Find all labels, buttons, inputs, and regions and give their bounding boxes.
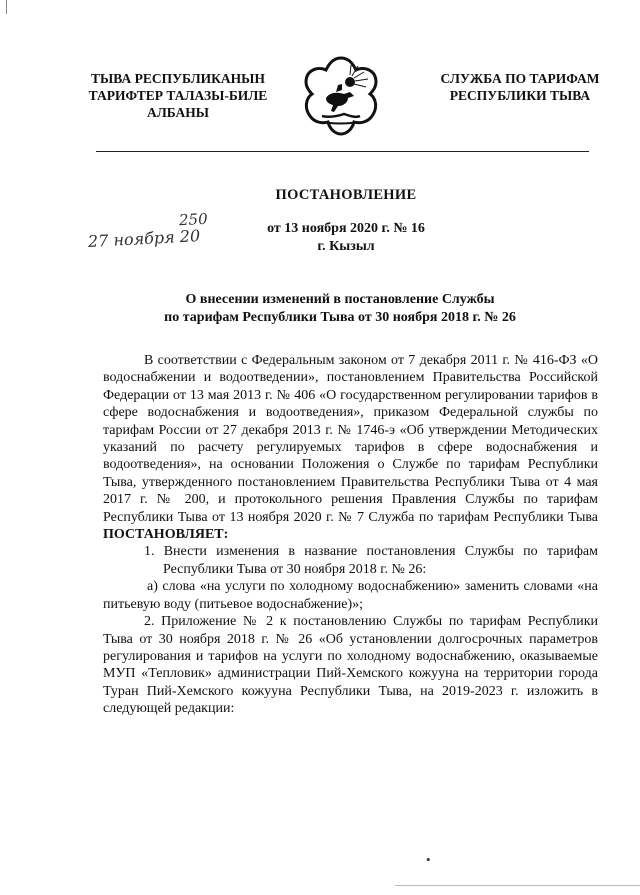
item-1: 1. Внести изменения в название постановления Службы по тарифам Республики Тыва от 30 ноября 2018 г. № 26: [144, 544, 598, 577]
header-divider [96, 151, 589, 152]
footer-scan-line [395, 885, 640, 886]
header-left-line: АЛБАНЫ [146, 105, 210, 120]
header-right-line: РЕСПУБЛИКИ ТЫВА [449, 88, 591, 103]
handwritten-number: 250 [178, 209, 209, 230]
document-type-title: ПОСТАНОВЛЕНИЕ [275, 187, 417, 203]
preamble-text: В соответствии с Федеральным законом от 7 декабря 2011 г. № 416-ФЗ «О водоснабжении и водоотведении», постановлением Правительства Российской Федерации от 13 мая 2013 г. № 406 «О государственном регулировании тарифов в сфере водоснабжения и водоотведения», приказом Федеральной службы по тарифам России от 27 декабря 2013 г. № 1746-э «Об утверждении Методических указаний по расчету регулируемых тарифов в сфере водоснабжения и водоотведения», на основании Положения о Службе по тарифам Республики Тыва, утвержденного постановлением Правительства Республики Тыва от 4 мая 2017 г. № 200, и протокольного решения Правления Службы по тарифам Республики Тыва от 13 ноября 2020 г. № 7 Служба по тарифам Республики Тыва [103, 353, 598, 525]
item-2: 2. Приложение № 2 к постановлению Службы по тарифам Республики Тыва от 30 ноября 2018 г. № 26 «Об установлении долгосрочных параметров регулирования и тарифов на услуги по холодному водоснабжению, оказываемые МУП «Тепловик» администрации Пий-Хемского кожууна на территории города Туран Пий-Хемского кожууна Республики Тыва, на 2019-2023 г. изложить в следующей редакции: [103, 614, 598, 717]
header-left-line: ТЫВА РЕСПУБЛИКАНЫН [91, 71, 265, 86]
document-date-number: от 13 ноября 2020 г. № 16 [267, 221, 425, 236]
header-right-russian [420, 70, 620, 104]
header-right-line: СЛУЖБА ПО ТАРИФАМ [440, 71, 600, 86]
document-body [103, 352, 598, 718]
subject-line: по тарифам Республики Тыва от 30 ноября 2018 г. № 26 [164, 310, 516, 325]
subject-line: О внесении изменений в постановление Службы [185, 292, 495, 307]
scan-mark [6, 0, 7, 14]
preamble-paragraph [103, 352, 598, 543]
header-left-tuvan [78, 70, 278, 121]
document-city: г. Кызыл [317, 239, 375, 254]
tuva-emblem-icon [298, 52, 384, 138]
header-left-line: ТАРИФТЕР ТАЛАЗЫ-БИЛЕ [88, 88, 268, 103]
resolves-keyword: ПОСТАНОВЛЯЕТ: [103, 527, 229, 543]
document-subject [110, 291, 570, 327]
handwritten-date: 27 ноября 20 [87, 226, 201, 251]
scan-dot: • [426, 852, 431, 867]
item-1a: а) слова «на услуги по холодному водоснабжению» заменить словами «на питьевую воду (питьевое водоснабжение)»; [103, 579, 598, 612]
